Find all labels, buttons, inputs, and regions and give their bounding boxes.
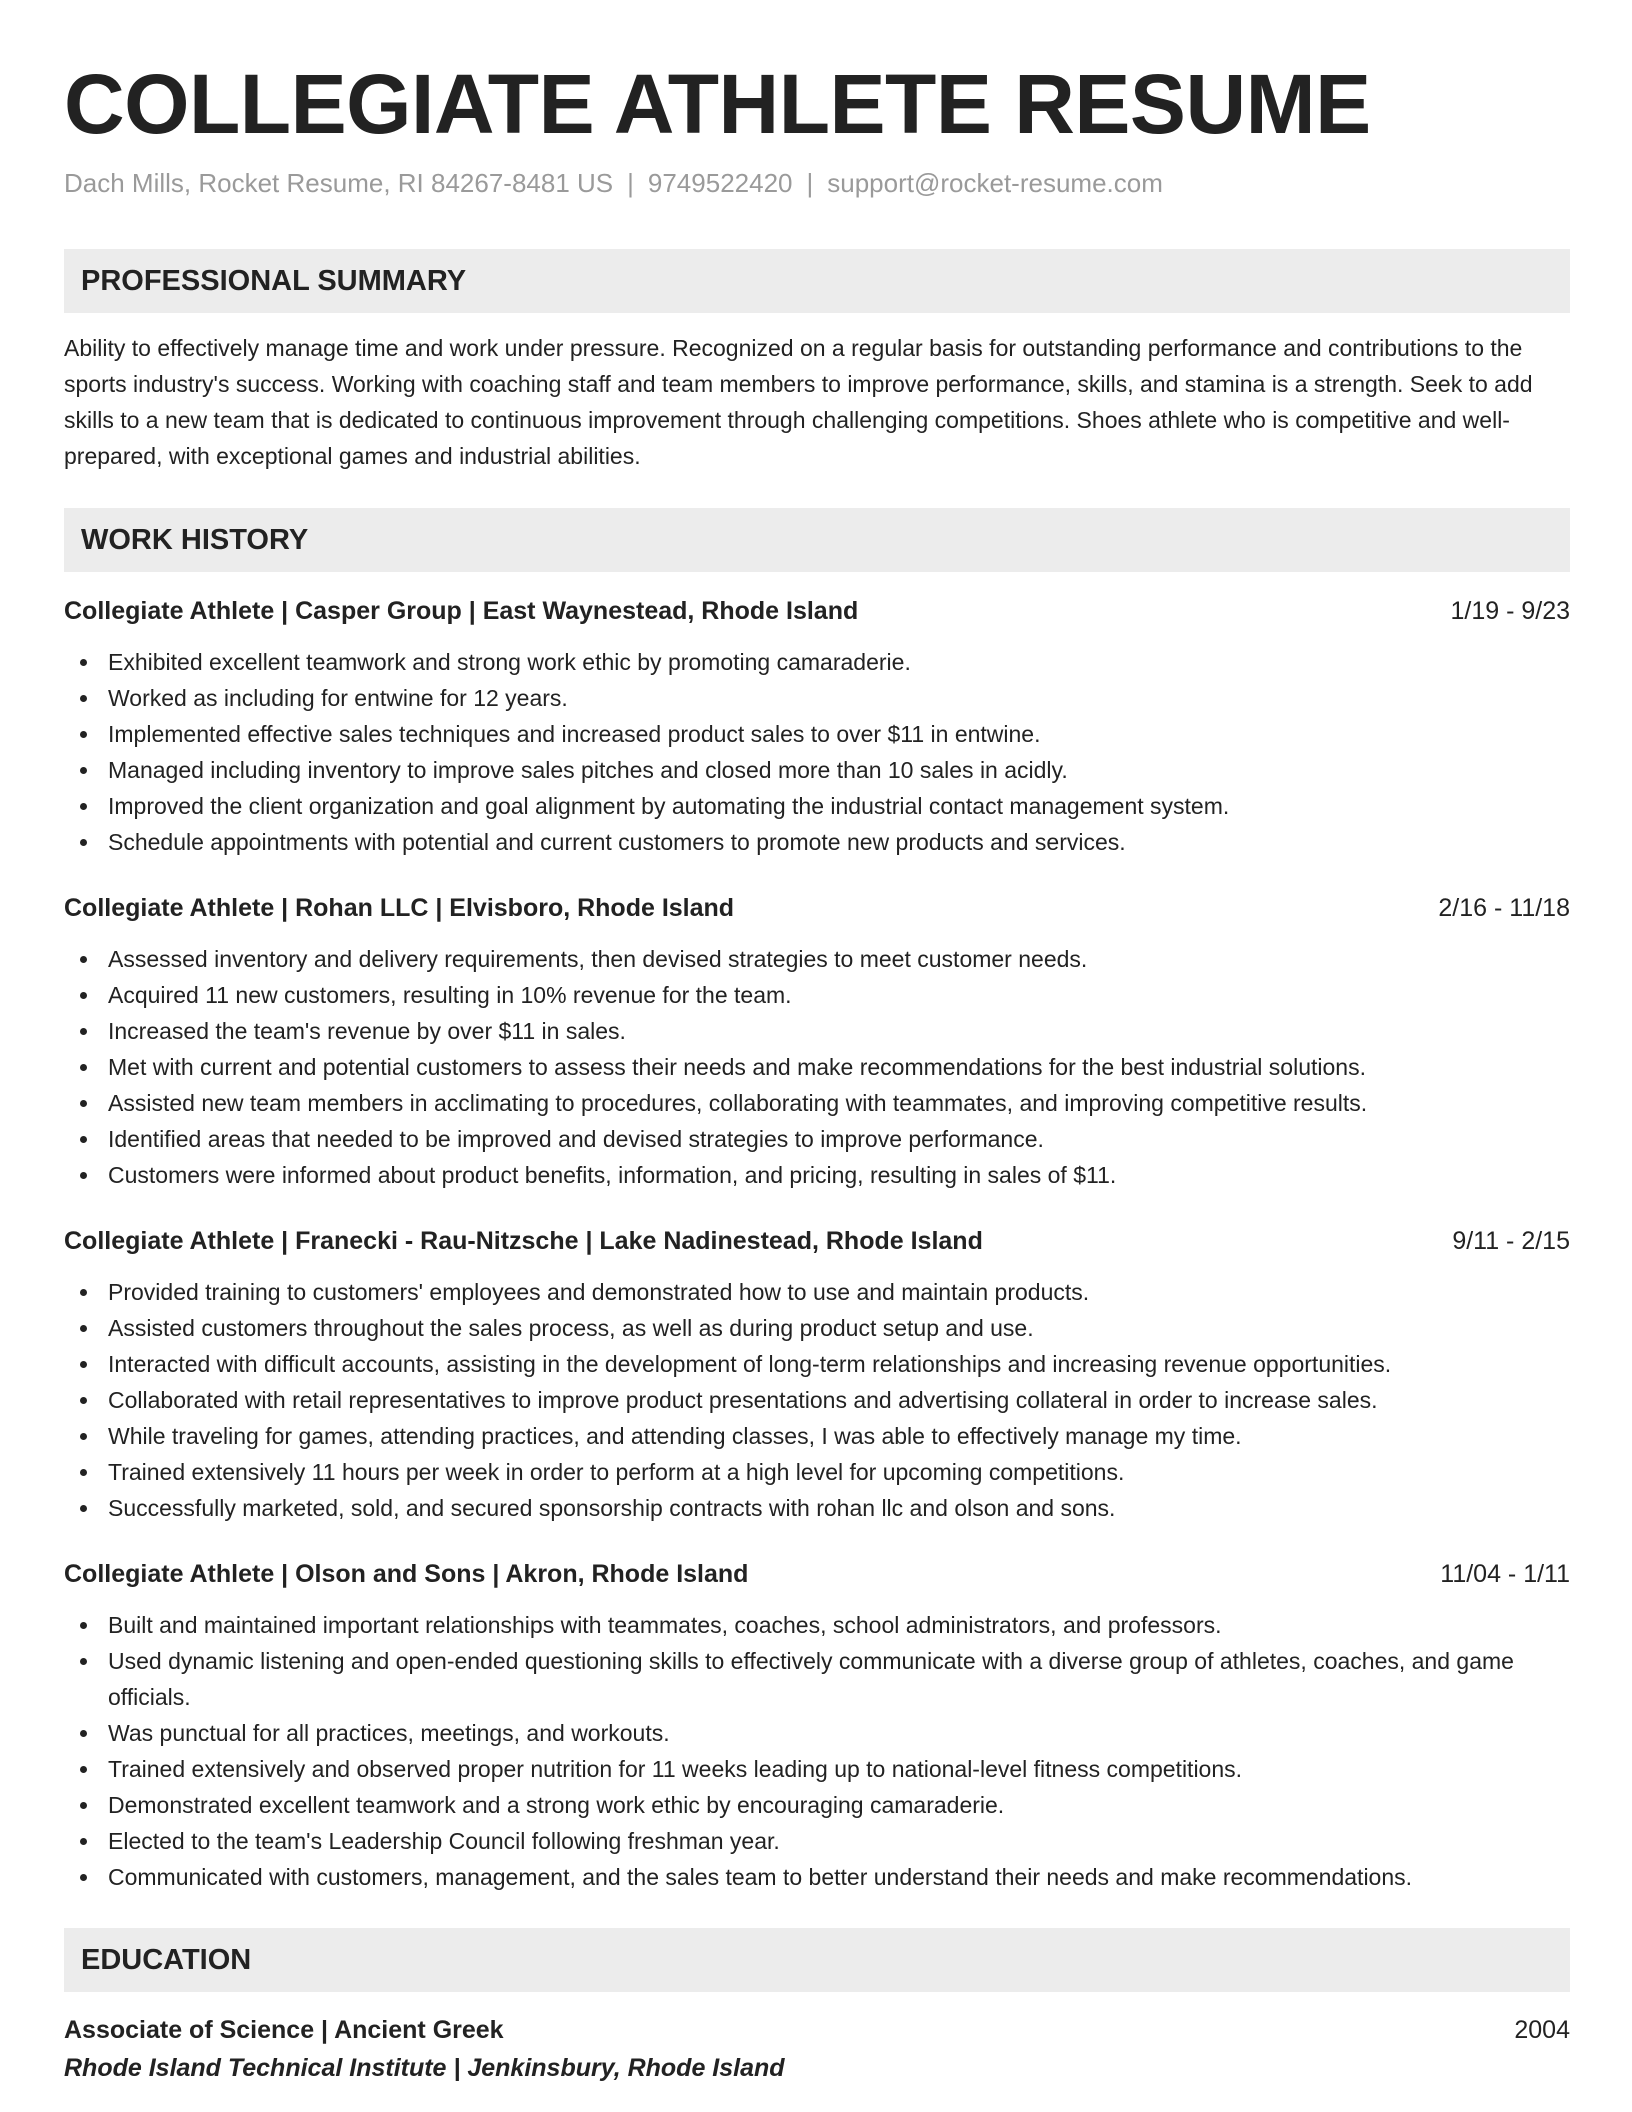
job-bullet-list (64, 1607, 1570, 1895)
section-header-work-history: WORK HISTORY (64, 508, 1570, 572)
job-bullet: Assisted customers throughout the sales process, as well as during product setup and use. (64, 1310, 1570, 1346)
job-bullet: Provided training to customers' employees and demonstrated how to use and maintain products. (64, 1274, 1570, 1310)
job-bullet: Assisted new team members in acclimating to procedures, collaborating with teammates, and improving competitive results. (64, 1085, 1570, 1121)
job-bullet: Communicated with customers, management, and the sales team to better understand their needs and make recommendations. (64, 1859, 1570, 1895)
job-bullet: Exhibited excellent teamwork and strong work ethic by promoting camaraderie. (64, 644, 1570, 680)
job-entry (64, 1556, 1570, 1895)
education-degree: Associate of Science | Ancient Greek (64, 2016, 504, 2044)
job-bullet: Used dynamic listening and open-ended questioning skills to effectively communicate with a diverse group of athletes, coaches, and game officials. (64, 1643, 1570, 1715)
job-bullet-list (64, 644, 1570, 860)
contact-address: Dach Mills, Rocket Resume, RI 84267-8481 US (64, 168, 614, 198)
contact-email: support@rocket-resume.com (827, 168, 1163, 198)
job-bullet: Managed including inventory to improve sales pitches and closed more than 10 sales in acidly. (64, 752, 1570, 788)
education-year: 2004 (1514, 2016, 1570, 2044)
job-bullet: Interacted with difficult accounts, assisting in the development of long-term relationships and increasing revenue opportunities. (64, 1346, 1570, 1382)
job-bullet: Successfully marketed, sold, and secured sponsorship contracts with rohan llc and olson and sons. (64, 1490, 1570, 1526)
job-dates: 9/11 - 2/15 (1452, 1227, 1570, 1255)
contact-phone: 9749522420 (647, 168, 793, 198)
job-bullet: While traveling for games, attending practices, and attending classes, I was able to effectively manage my time. (64, 1418, 1570, 1454)
job-bullet-list (64, 1274, 1570, 1526)
education-entry (64, 2012, 1570, 2086)
job-bullet: Was punctual for all practices, meetings, and workouts. (64, 1715, 1570, 1751)
job-bullet: Acquired 11 new customers, resulting in 10% revenue for the team. (64, 977, 1570, 1013)
education-heading-row (64, 2012, 1570, 2048)
job-entry (64, 890, 1570, 1193)
job-bullet: Identified areas that needed to be improved and devised strategies to improve performance. (64, 1121, 1570, 1157)
job-bullet: Schedule appointments with potential and current customers to promote new products and services. (64, 824, 1570, 860)
job-bullet: Collaborated with retail representatives to improve product presentations and advertising collateral in order to increase sales. (64, 1382, 1570, 1418)
job-heading-row (64, 593, 1570, 629)
job-title: Collegiate Athlete | Franecki - Rau-Nitzsche | Lake Nadinestead, Rhode Island (64, 1227, 983, 1255)
work-history-list (64, 593, 1570, 1895)
job-bullet: Demonstrated excellent teamwork and a strong work ethic by encouraging camaraderie. (64, 1787, 1570, 1823)
summary-text: Ability to effectively manage time and work under pressure. Recognized on a regular basis for outstanding performance and contributions to the sports industry's success. Working with coaching staff and team members to improve performance, skills, and stamina is a strength. Seek to add skills to a new team that is dedicated to continuous improvement through challenging competitions. Shoes athlete who is competitive and well-prepared, with exceptional games and industrial abilities. (64, 335, 1533, 469)
job-bullet: Implemented effective sales techniques and increased product sales to over $11 in entwine. (64, 716, 1570, 752)
job-title: Collegiate Athlete | Olson and Sons | Akron, Rhode Island (64, 1560, 749, 1588)
job-heading-row (64, 1556, 1570, 1592)
job-bullet: Trained extensively and observed proper nutrition for 11 weeks leading up to national-level fitness competitions. (64, 1751, 1570, 1787)
job-bullet: Customers were informed about product benefits, information, and pricing, resulting in sales of $11. (64, 1157, 1570, 1193)
job-bullet: Worked as including for entwine for 12 years. (64, 680, 1570, 716)
section-header-summary: PROFESSIONAL SUMMARY (64, 249, 1570, 313)
contact-line (64, 166, 1570, 200)
job-bullet: Increased the team's revenue by over $11 in sales. (64, 1013, 1570, 1049)
job-bullet-list (64, 941, 1570, 1193)
job-bullet: Built and maintained important relationships with teammates, coaches, school administrators, and professors. (64, 1607, 1570, 1643)
job-bullet: Elected to the team's Leadership Council following freshman year. (64, 1823, 1570, 1859)
job-title: Collegiate Athlete | Casper Group | East Waynestead, Rhode Island (64, 597, 859, 625)
job-entry (64, 593, 1570, 860)
resume-title: COLLEGIATE ATHLETE RESUME (64, 57, 1371, 151)
job-bullet: Trained extensively 11 hours per week in order to perform at a high level for upcoming competitions. (64, 1454, 1570, 1490)
section-header-education: EDUCATION (64, 1928, 1570, 1992)
job-bullet: Improved the client organization and goal alignment by automating the industrial contact management system. (64, 788, 1570, 824)
education-school: Rhode Island Technical Institute | Jenkinsbury, Rhode Island (64, 2054, 785, 2082)
job-heading-row (64, 1223, 1570, 1259)
job-title: Collegiate Athlete | Rohan LLC | Elvisboro, Rhode Island (64, 894, 735, 922)
contact-separator: | (627, 168, 634, 198)
job-dates: 1/19 - 9/23 (1450, 597, 1570, 625)
contact-separator: | (806, 168, 814, 198)
job-bullet: Assessed inventory and delivery requirements, then devised strategies to meet customer needs. (64, 941, 1570, 977)
job-dates: 2/16 - 11/18 (1438, 894, 1570, 922)
resume-page (64, 0, 1570, 2086)
job-heading-row (64, 890, 1570, 926)
job-dates: 11/04 - 1/11 (1440, 1560, 1570, 1588)
job-bullet: Met with current and potential customers to assess their needs and make recommendations for the best industrial solutions. (64, 1049, 1570, 1085)
job-entry (64, 1223, 1570, 1526)
